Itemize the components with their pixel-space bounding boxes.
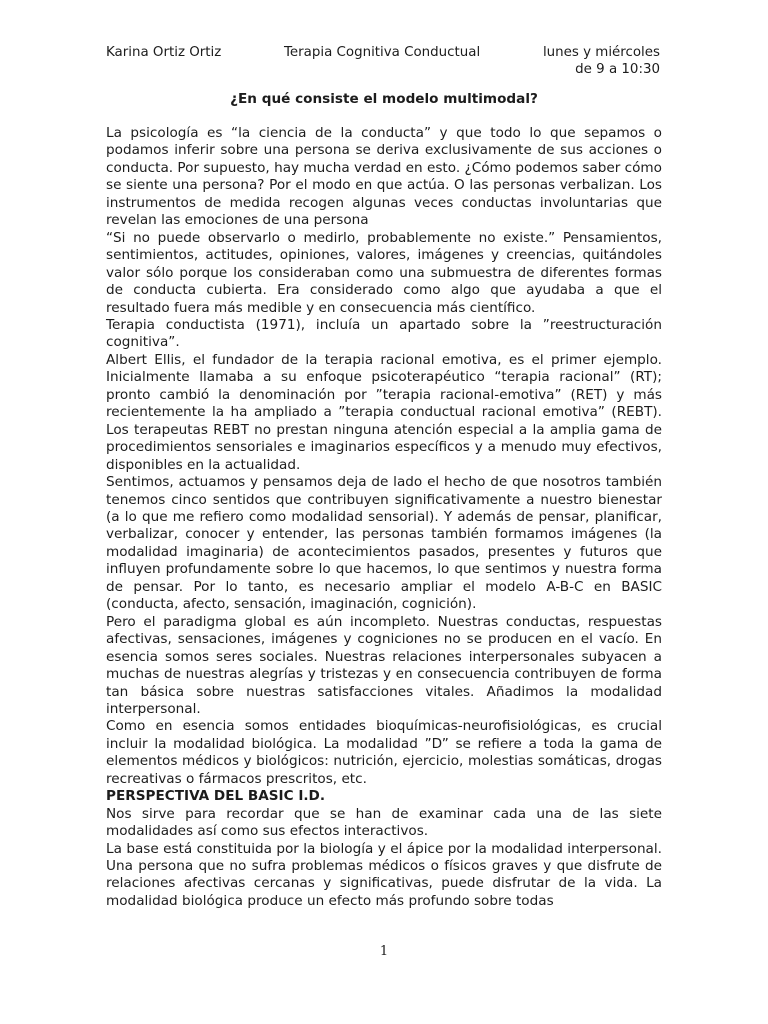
page-header xyxy=(106,44,662,80)
section-paragraph: Nos sirve para recordar que se han de examinar cada una de las siete modalidades así como sus efectos interactivos. xyxy=(106,805,662,840)
document-title: ¿En qué consiste el modelo multimodal? xyxy=(230,91,538,107)
body-paragraph: Terapia conductista (1971), incluía un apartado sobre la ”reestructuración cognitiva”. xyxy=(106,316,662,351)
header-schedule-time: de 9 a 10:30 xyxy=(575,62,660,77)
body-paragraph: La psicología es “la ciencia de la conducta” y que todo lo que sepamos o podamos inferir sobre una persona se deriva exclusivamente de sus acciones o conducta. Por supuesto, hay mucha verdad en esto. ¿Cómo podemos saber cómo se siente una persona? Por el modo en que actúa. O las personas verbalizan. Los instrumentos de medida recogen algunas veces conductas involuntarias que revelan las emociones de una persona xyxy=(106,125,662,229)
header-schedule xyxy=(460,44,660,78)
header-course: Terapia Cognitiva Conductual xyxy=(284,45,481,60)
header-author: Karina Ortiz Ortiz xyxy=(106,45,222,60)
document-body xyxy=(106,125,662,910)
body-paragraph: Sentimos, actuamos y pensamos deja de lado el hecho de que nosotros también tenemos cinco sentidos que contribuyen significativamente a nuestro bienestar (a lo que me refiero como modalidad sensorial). Y además de pensar, planificar, verbalizar, conocer y entender, las personas también formamos imágenes (la modalidad imaginaria) de acontecimientos pasados, presentes y futuros que influyen profundamente sobre lo que hacemos, lo que sentimos y nuestra forma de pensar. Por lo tanto, es necesario ampliar el modelo A-B-C en BASIC (conducta, afecto, sensación, imaginación, cognición). xyxy=(106,474,662,613)
page-number: 1 xyxy=(379,944,389,959)
section-paragraph: La base está constituida por la biología y el ápice por la modalidad interpersonal. Una persona que no sufra problemas médicos o físicos graves y que disfrute de relaciones afectivas cercanas y significativas, puede disfrutar de la vida. La modalidad biológica produce un efecto más profundo sobre todas xyxy=(106,840,662,909)
body-paragraph: “Si no puede observarlo o medirlo, probablemente no existe.” Pensamientos, sentimientos, actitudes, opiniones, valores, imágenes y creencias, quitándoles valor sólo porque los consideraban como una submuestra de diferentes formas de conducta cubierta. Era considerado como algo que ayudaba a que el resultado fuera más medible y en consecuencia más científico. xyxy=(106,229,662,316)
body-paragraph: Albert Ellis, el fundador de la terapia racional emotiva, es el primer ejemplo. Inicialmente llamaba a su enfoque psicoterapéutico “terapia racional” (RT); pronto cambió la denominación por ”terapia racional-emotiva” (RET) y más recientemente la ha ampliado a ”terapia conductual racional emotiva” (REBT). Los terapeutas REBT no prestan ninguna atención especial a la amplia gama de procedimientos sensoriales e imaginarios específicos y a menudo muy efectivos, disponibles en la actualidad. xyxy=(106,351,662,473)
body-paragraph: Como en esencia somos entidades bioquímicas-neurofisiológicas, es crucial incluir la modalidad biológica. La modalidad ”D” se refiere a toda la gama de elementos médicos y biológicos: nutrición, ejercicio, molestias somáticas, drogas recreativas o fármacos prescritos, etc. xyxy=(106,718,662,787)
body-paragraph: Pero el paradigma global es aún incompleto. Nuestras conductas, respuestas afectivas, sensaciones, imágenes y cogniciones no se producen en el vacío. En esencia somos seres sociales. Nuestras relaciones interpersonales subyacen a muchas de nuestras alegrías y tristezas y en consecuencia contribuyen de forma tan básica sobre nuestras satisfacciones vitales. Añadimos la modalidad interpersonal. xyxy=(106,613,662,717)
section-heading: PERSPECTIVA DEL BASIC I.D. xyxy=(106,788,325,805)
header-schedule-days: lunes y miércoles xyxy=(542,45,660,60)
